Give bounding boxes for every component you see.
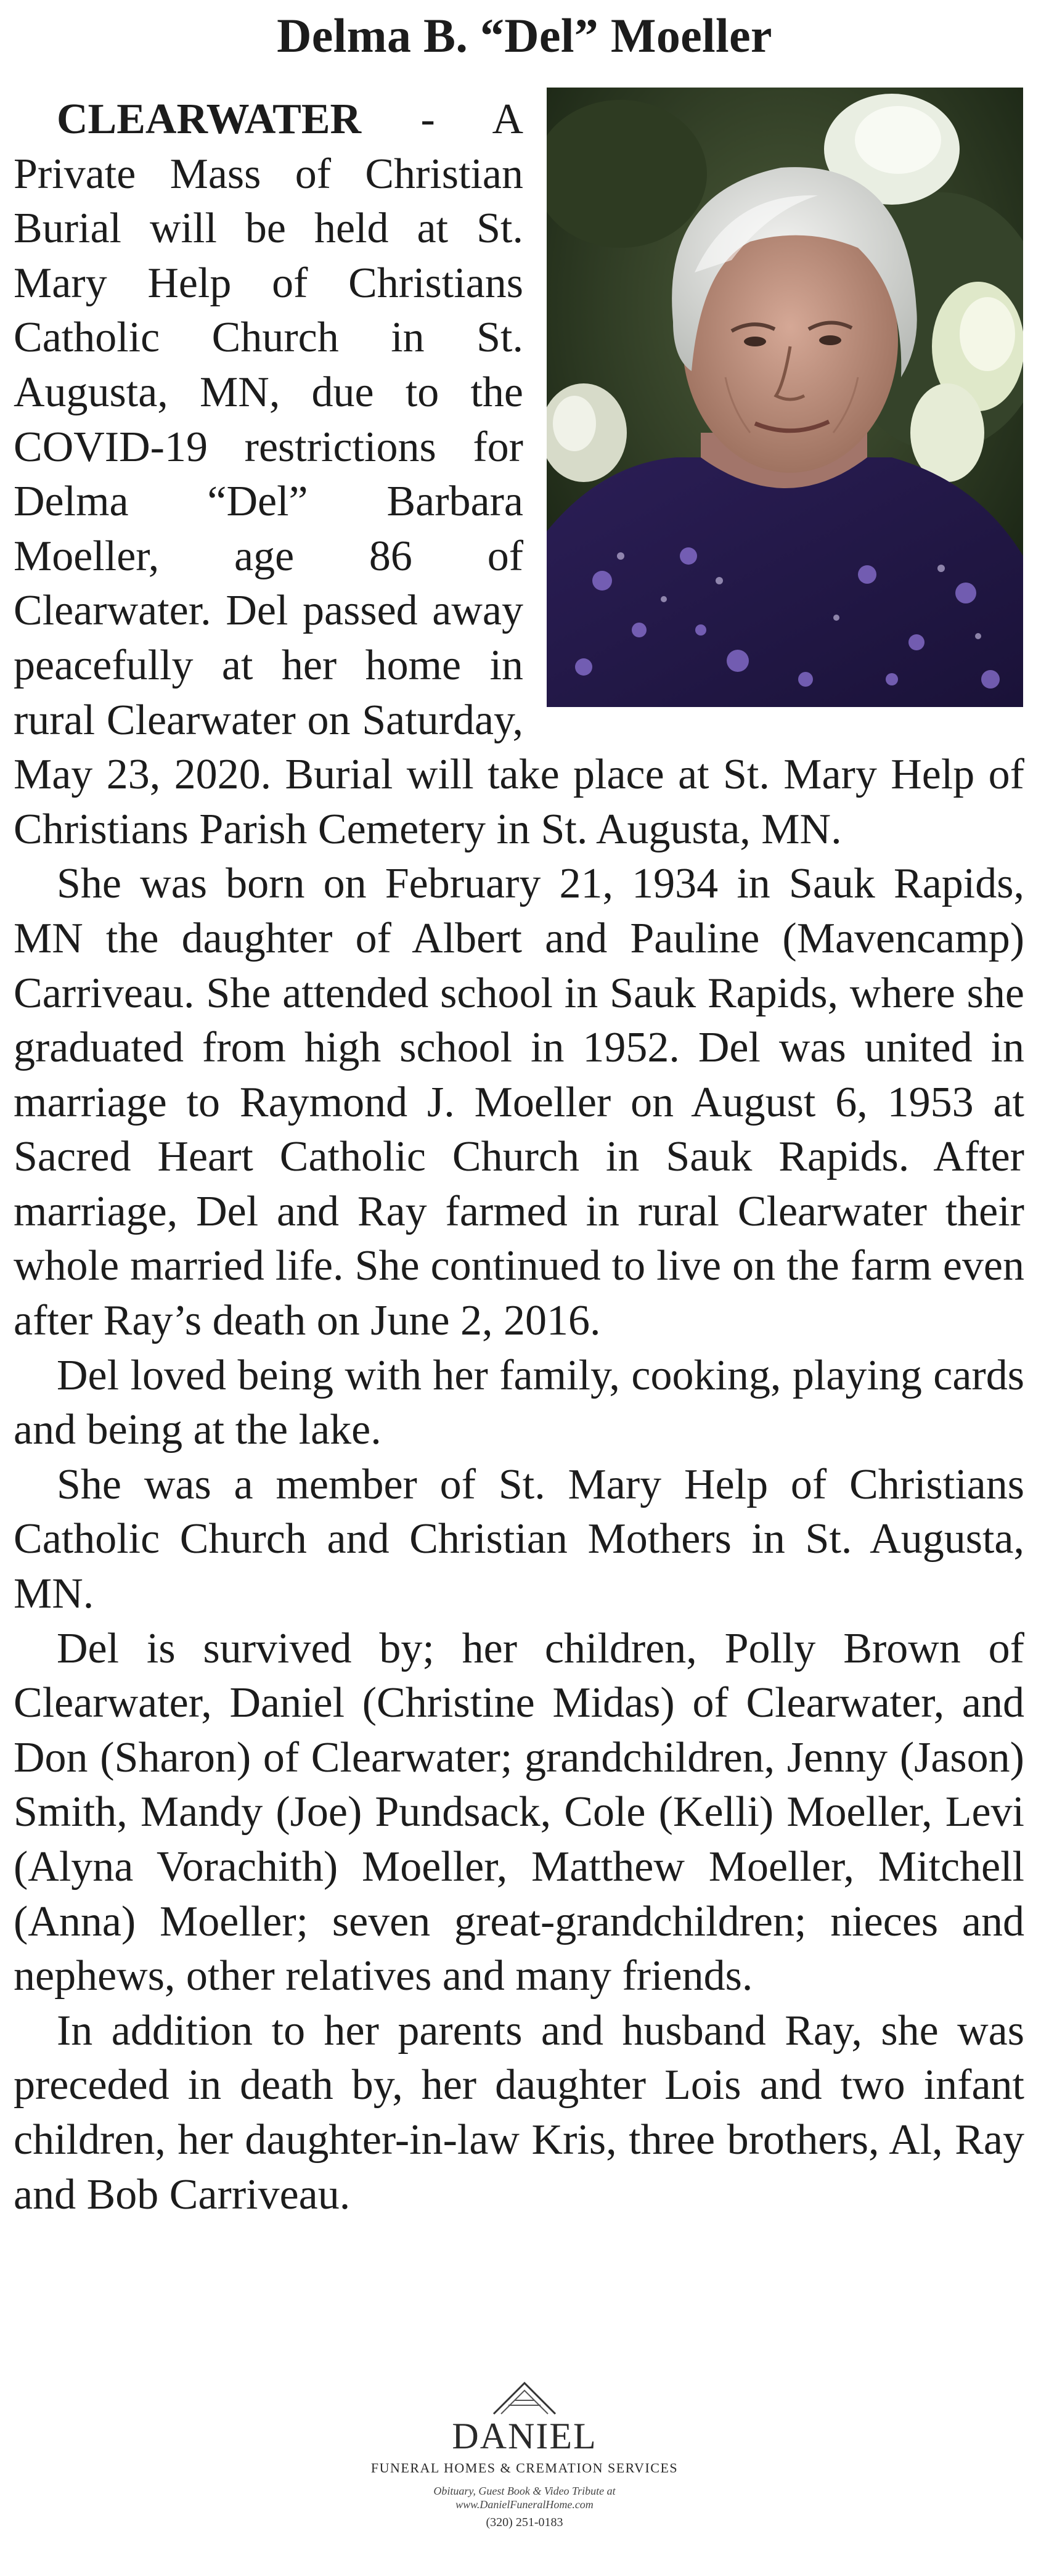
obituary-title: Delma B. “Del” Moeller: [277, 9, 772, 62]
logo-phone: (320) 251-0183: [486, 2516, 563, 2529]
obituary-body: [14, 92, 1024, 2222]
paragraph-interests: Del loved being with her family, cooking, playing cards and being at the lake.: [14, 1351, 1024, 1454]
paragraph-survivors: Del is survived by; her children, Polly Brown of Clearwater, Daniel (Christine Midas) of Clearwater, and Don (Sharon) of Clearwater; grandchildren, Jenny (Jason) Smith, Mandy (Joe) Pundsack, Cole (Kelli) Moeller, Levi (Alyna Vorachith) Moeller, Matthew Moeller, Mitchell (Anna) Moeller; seven great-grandchildren; nieces and nephews, other relatives and many friends.: [14, 1624, 1024, 2000]
dateline: CLEARWATER: [57, 96, 362, 143]
lead-text: - A Private Mass of Christian Burial will be held at St. Mary Help of Christians Catholic Church in St. Augusta, MN, due to the COVID-19 restrictions for Delma “Del” Barbara Moeller, age 86 of Clearwater. Del passed away peacefully at her home in rural Clearwater on Saturday, May 23, 2020. Burial will take place at St. Mary Help of Christians Parish Cemetery in St. Augusta, MN.: [14, 96, 1024, 853]
chapel-roof-icon: [488, 2378, 561, 2416]
paragraph-birth: She was born on February 21, 1934 in Sauk Rapids, MN the daughter of Albert and Pauline (Mavencamp) Carriveau. She attended school in Sauk Rapids, where she graduated from high school in 1952. Del was united in marriage to Raymond J. Moeller on August 6, 1953 at Sacred Heart Catholic Church in Sauk Rapids. After marriage, Del and Ray farmed in rural Clearwater their whole married life. She continued to live on the farm even after Ray’s death on June 2, 2016.: [14, 860, 1024, 1345]
portrait-photo: [547, 88, 1023, 707]
logo-note-line1: Obituary, Guest Book & Video Tribute at: [433, 2485, 616, 2497]
logo-subtitle: FUNERAL HOMES & CREMATION SERVICES: [370, 2460, 679, 2476]
logo-name: DANIEL: [452, 2416, 597, 2456]
funeral-home-logo: [370, 2378, 679, 2531]
paragraph-membership: She was a member of St. Mary Help of Christians Catholic Church and Christian Mothers in St. Augusta, MN.: [14, 1460, 1024, 1618]
logo-note-line2: www.DanielFuneralHome.com: [455, 2498, 594, 2511]
paragraph-preceded: In addition to her parents and husband Ray, she was preceded in death by, her daughter Lois and two infant children, her daughter-in-law Kris, three brothers, Al, Ray and Bob Carriveau.: [14, 2006, 1024, 2218]
